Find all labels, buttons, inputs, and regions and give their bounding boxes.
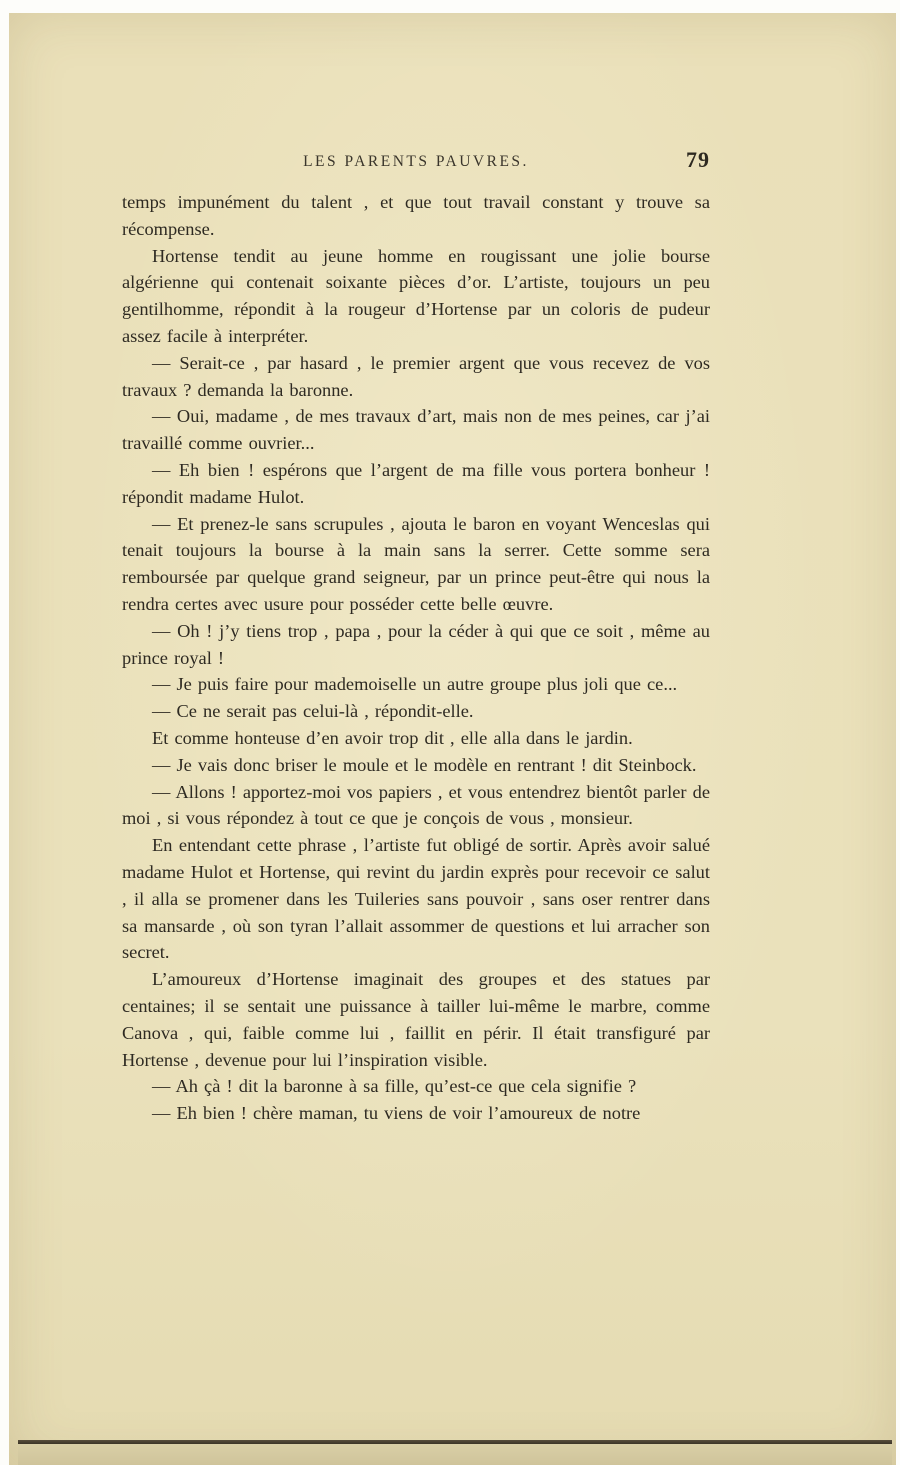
paragraph: Et comme honteuse d’en avoir trop dit , elle alla dans le jardin. [152, 727, 633, 748]
paragraph: L’amoureux d’Hortense imaginait des groupes et des statues par centaines; il se sentait une puissance à tailler lui-même le marbre, comme Canova , qui, faible comme lui , faillit en périr. Il était transfiguré par Hortense , devenue pour lui l’inspiration visible. [122, 969, 710, 1070]
paragraph: — Oh ! j’y tiens trop , papa , pour la céder à qui que ce soit , même au prince royal ! [122, 620, 710, 668]
paragraph: — Allons ! apportez-moi vos papiers , et vous entendrez bientôt parler de moi , si vous répondez à tout ce que je conçois de vous , monsieur. [122, 781, 710, 829]
paper-surface [9, 13, 896, 1465]
paragraph: — Je vais donc briser le moule et le modèle en rentrant ! dit Steinbock. [152, 754, 697, 775]
paragraph: — Oui, madame , de mes travaux d’art, mais non de mes peines, car j’ai travaillé comme ouvrier... [122, 406, 710, 454]
paragraph: — Eh bien ! chère maman, tu viens de voir l’amoureux de notre [152, 1103, 641, 1124]
page-bottom-shade [18, 1444, 892, 1465]
paragraph: — Je puis faire pour mademoiselle un autre groupe plus joli que ce... [152, 674, 678, 695]
paragraph: — Ah çà ! dit la baronne à sa fille, qu’est-ce que cela signifie ? [152, 1076, 637, 1097]
running-title: LES PARENTS PAUVRES. [303, 153, 529, 170]
paragraph: — Eh bien ! espérons que l’argent de ma fille vous portera bonheur ! répondit madame Hulot. [122, 459, 710, 507]
paragraph: Hortense tendit au jeune homme en rougissant une jolie bourse algérienne qui contenait soixante pièces d’or. L’artiste, toujours un peu gentilhomme, répondit à la rougeur d’Hortense par un coloris de pudeur assez facile à interpréter. [122, 245, 710, 346]
paragraph: En entendant cette phrase , l’artiste fut obligé de sortir. Après avoir salué madame Hulot et Hortense, qui revint du jardin exprès pour recevoir ce salut , il alla se promener dans les Tuileries sans pouvoir , sans oser rentrer dans sa mansarde , où son tyran l’allait assommer de questions et lui arracher son secret. [122, 835, 710, 963]
paragraph: — Serait-ce , par hasard , le premier argent que vous recevez de vos travaux ? demanda la baronne. [122, 352, 710, 400]
running-head [122, 149, 710, 179]
paragraph: — Et prenez-le sans scrupules , ajouta le baron en voyant Wenceslas qui tenait toujours la bourse à la main sans la serrer. Cette somme sera remboursée par quelque grand seigneur, par un prince peut-être qui nous la rendra certes avec usure pour posséder cette belle œuvre. [122, 513, 710, 614]
paragraph: — Ce ne serait pas celui-là , répondit-elle. [152, 701, 474, 722]
text-block [122, 189, 710, 1127]
page-number: 79 [686, 147, 710, 172]
paragraph: temps impunément du talent , et que tout travail constant y trouve sa récompense. [122, 192, 710, 239]
page-bottom-edge [18, 1440, 892, 1444]
